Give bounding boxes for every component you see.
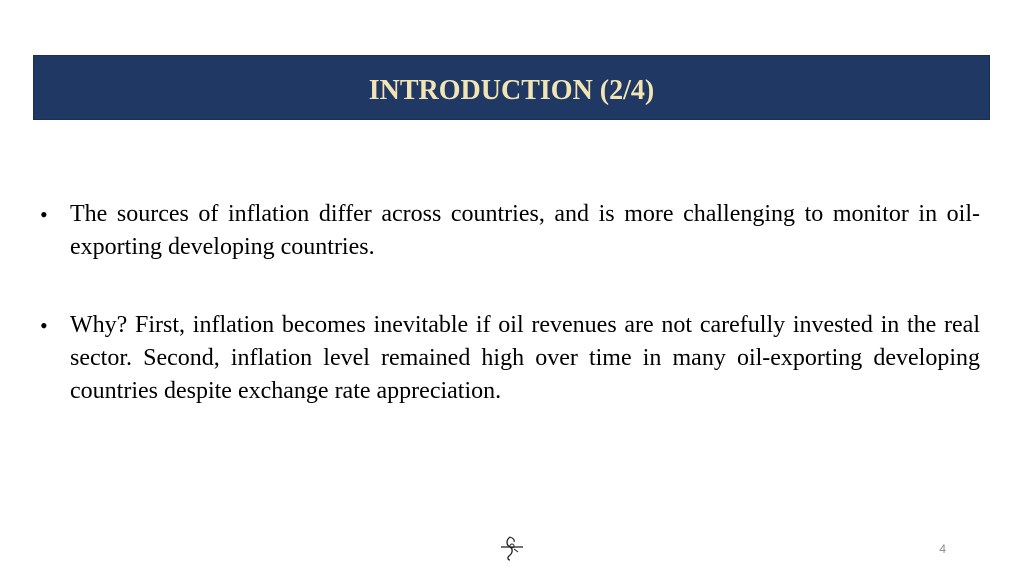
slide-title-bar [33,55,990,120]
slide-body [40,198,980,453]
institution-logo-icon [497,533,527,561]
page-number: 4 [939,542,946,556]
bullet-item [40,198,980,264]
bullet-text: Why? First, inflation becomes inevitable if oil revenues are not carefully invested in the real sector. Second, inflation level remained high over time in many oil-exporting developing countries despite exchange rate appreciation. [70,312,980,404]
bullet-item [40,309,980,408]
bullet-marker: • [40,313,48,338]
bullet-text: The sources of inflation differ across countries, and is more challenging to monitor in oil-exporting developing countries. [70,201,980,260]
slide-title: INTRODUCTION (2/4) [368,74,655,106]
bullet-marker: • [40,202,48,227]
